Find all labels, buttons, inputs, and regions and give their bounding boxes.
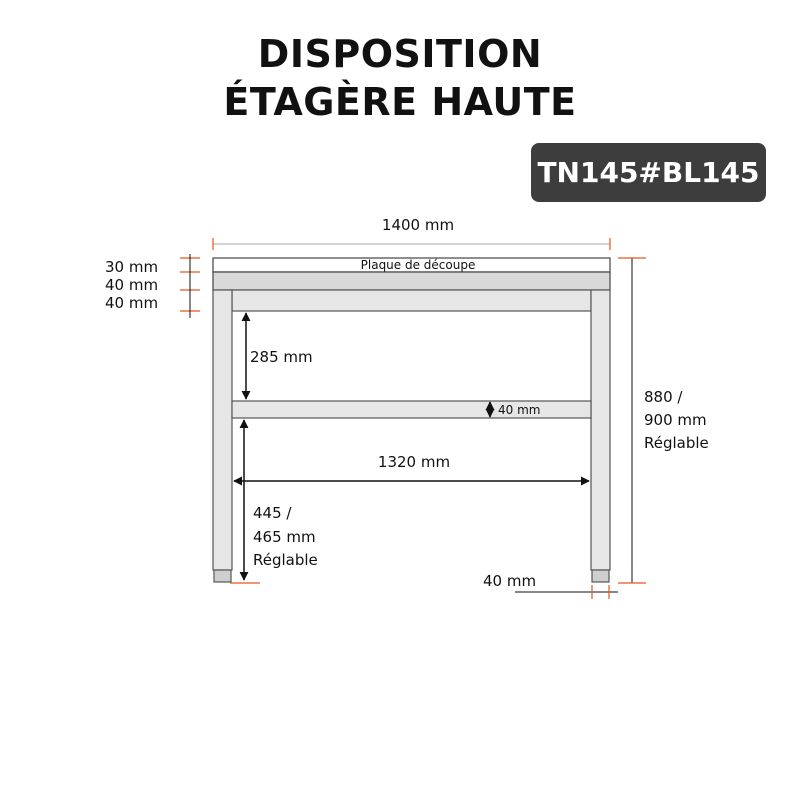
- thickness-apron-label: 40 mm: [105, 294, 159, 312]
- leg-right: [591, 290, 610, 570]
- width-top-label: 1400 mm: [381, 216, 455, 234]
- leg-left: [213, 290, 232, 570]
- lower-height-label-1: 445 /: [253, 504, 292, 522]
- gap-upper-label: 285 mm: [250, 348, 313, 366]
- title-line-2: ÉTAGÈRE HAUTE: [223, 80, 577, 124]
- leg-width-label: 40 mm: [483, 572, 537, 590]
- thickness-top-label: 30 mm: [105, 258, 159, 276]
- lower-height-label-3: Réglable: [253, 551, 318, 569]
- shelf-thickness-label: 40 mm: [498, 403, 541, 417]
- title-line-1: DISPOSITION: [257, 32, 543, 76]
- inner-width-label: 1320 mm: [377, 453, 451, 471]
- model-badge: TN145#BL145: [531, 143, 766, 202]
- total-height-label-2: 900 mm: [644, 411, 707, 429]
- total-height-label-1: 880 /: [644, 388, 683, 406]
- total-height-label-3: Réglable: [644, 434, 709, 452]
- cutting-board-label: Plaque de découpe: [360, 258, 476, 272]
- thickness-frame-label: 40 mm: [105, 276, 159, 294]
- table-top-frame: [213, 272, 610, 290]
- foot-left: [214, 570, 231, 582]
- foot-right: [592, 570, 609, 582]
- apron: [232, 290, 591, 311]
- lower-height-label-2: 465 mm: [253, 528, 316, 546]
